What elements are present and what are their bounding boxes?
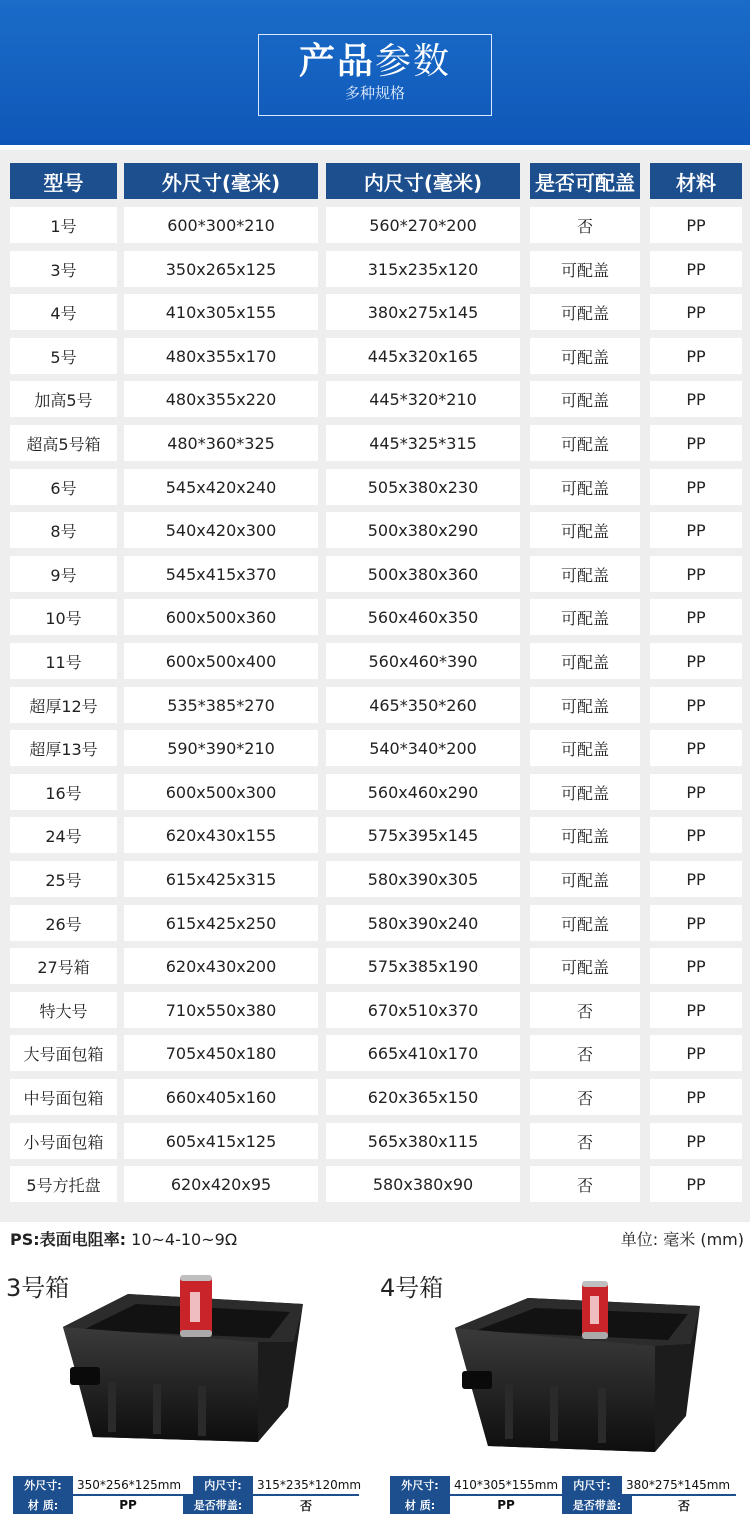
inner-size-label: 内尺寸: xyxy=(562,1476,622,1494)
table-cell-material: PP xyxy=(650,469,742,505)
table-cell-material: PP xyxy=(650,1079,742,1115)
column-header-model: 型号 xyxy=(10,163,117,199)
material-label: 材 质: xyxy=(390,1496,450,1514)
table-cell-model: 4号 xyxy=(10,294,117,330)
table-cell-model: 1号 xyxy=(10,207,117,243)
table-cell-material: PP xyxy=(650,1166,742,1202)
table-cell-model: 24号 xyxy=(10,817,117,853)
table-cell-outer-size: 600*300*210 xyxy=(124,207,318,243)
lid-value: 否 xyxy=(632,1496,736,1514)
product-title: 4号箱 xyxy=(380,1274,444,1302)
table-cell-model: 11号 xyxy=(10,643,117,679)
table-cell-outer-size: 600x500x360 xyxy=(124,599,318,635)
material-label: 材 质: xyxy=(13,1496,73,1514)
table-cell-lid: 否 xyxy=(530,1123,640,1159)
table-cell-inner-size: 575x395x145 xyxy=(326,817,520,853)
table-cell-inner-size: 445*320*210 xyxy=(326,381,520,417)
table-cell-inner-size: 560x460x290 xyxy=(326,774,520,810)
table-cell-model: 加高5号 xyxy=(10,381,117,417)
title-box xyxy=(258,34,492,116)
spec-table xyxy=(0,150,750,1222)
table-cell-model: 26号 xyxy=(10,905,117,941)
table-cell-outer-size: 410x305x155 xyxy=(124,294,318,330)
table-cell-lid: 可配盖 xyxy=(530,556,640,592)
table-cell-material: PP xyxy=(650,338,742,374)
table-cell-outer-size: 480x355x170 xyxy=(124,338,318,374)
table-cell-outer-size: 605x415x125 xyxy=(124,1123,318,1159)
table-cell-material: PP xyxy=(650,861,742,897)
table-cell-material: PP xyxy=(650,730,742,766)
table-cell-lid: 可配盖 xyxy=(530,381,640,417)
table-cell-lid: 可配盖 xyxy=(530,948,640,984)
table-cell-inner-size: 380x275x145 xyxy=(326,294,520,330)
table-cell-inner-size: 315x235x120 xyxy=(326,251,520,287)
table-cell-lid: 可配盖 xyxy=(530,687,640,723)
table-cell-outer-size: 540x420x300 xyxy=(124,512,318,548)
table-cell-material: PP xyxy=(650,425,742,461)
table-cell-lid: 可配盖 xyxy=(530,338,640,374)
table-cell-outer-size: 480x355x220 xyxy=(124,381,318,417)
table-cell-inner-size: 575x385x190 xyxy=(326,948,520,984)
table-cell-model: 超厚12号 xyxy=(10,687,117,723)
table-cell-lid: 可配盖 xyxy=(530,774,640,810)
material-value: PP xyxy=(73,1496,183,1514)
table-cell-model: 大号面包箱 xyxy=(10,1035,117,1071)
table-cell-material: PP xyxy=(650,381,742,417)
material-value: PP xyxy=(450,1496,562,1514)
table-cell-outer-size: 535*385*270 xyxy=(124,687,318,723)
table-cell-inner-size: 465*350*260 xyxy=(326,687,520,723)
table-cell-lid: 否 xyxy=(530,1079,640,1115)
table-cell-material: PP xyxy=(650,817,742,853)
table-cell-outer-size: 620x420x95 xyxy=(124,1166,318,1202)
column-header-inner-size: 内尺寸(毫米) xyxy=(326,163,520,199)
column-header-outer-size: 外尺寸(毫米) xyxy=(124,163,318,199)
table-cell-inner-size: 560x460x350 xyxy=(326,599,520,635)
spec-card-4 xyxy=(390,1476,736,1516)
table-cell-material: PP xyxy=(650,1123,742,1159)
table-cell-inner-size: 445x320x165 xyxy=(326,338,520,374)
table-cell-lid: 可配盖 xyxy=(530,599,640,635)
table-cell-lid: 可配盖 xyxy=(530,730,640,766)
table-cell-material: PP xyxy=(650,992,742,1028)
outer-size-label: 外尺寸: xyxy=(13,1476,73,1494)
table-cell-inner-size: 620x365x150 xyxy=(326,1079,520,1115)
outer-size-value: 410*305*155mm xyxy=(450,1476,562,1494)
table-cell-material: PP xyxy=(650,948,742,984)
table-cell-model: 超厚13号 xyxy=(10,730,117,766)
table-cell-outer-size: 615x425x315 xyxy=(124,861,318,897)
table-cell-model: 3号 xyxy=(10,251,117,287)
inner-size-value: 380*275*145mm xyxy=(622,1476,736,1494)
table-cell-material: PP xyxy=(650,687,742,723)
table-cell-model: 16号 xyxy=(10,774,117,810)
table-cell-lid: 可配盖 xyxy=(530,905,640,941)
resistivity-note: PS:表面电阻率: 10~4-10~9Ω xyxy=(10,1230,238,1249)
outer-size-label: 外尺寸: xyxy=(390,1476,450,1494)
table-cell-material: PP xyxy=(650,1035,742,1071)
table-cell-inner-size: 565x380x115 xyxy=(326,1123,520,1159)
table-cell-material: PP xyxy=(650,512,742,548)
table-cell-lid: 可配盖 xyxy=(530,643,640,679)
column-header-material: 材料 xyxy=(650,163,742,199)
table-cell-lid: 否 xyxy=(530,1035,640,1071)
column-header-lid: 是否可配盖 xyxy=(530,163,640,199)
table-cell-outer-size: 705x450x180 xyxy=(124,1035,318,1071)
table-cell-material: PP xyxy=(650,251,742,287)
table-cell-outer-size: 350x265x125 xyxy=(124,251,318,287)
table-cell-outer-size: 620x430x155 xyxy=(124,817,318,853)
inner-size-label: 内尺寸: xyxy=(193,1476,253,1494)
table-cell-lid: 可配盖 xyxy=(530,817,640,853)
table-cell-model: 9号 xyxy=(10,556,117,592)
table-cell-model: 25号 xyxy=(10,861,117,897)
table-cell-model: 特大号 xyxy=(10,992,117,1028)
lid-label: 是否带盖: xyxy=(562,1496,632,1514)
crate-4-image xyxy=(450,1276,705,1456)
table-cell-model: 中号面包箱 xyxy=(10,1079,117,1115)
table-cell-lid: 否 xyxy=(530,992,640,1028)
table-cell-lid: 可配盖 xyxy=(530,425,640,461)
table-cell-lid: 可配盖 xyxy=(530,251,640,287)
table-cell-outer-size: 545x415x370 xyxy=(124,556,318,592)
table-cell-outer-size: 590*390*210 xyxy=(124,730,318,766)
lid-label: 是否带盖: xyxy=(183,1496,253,1514)
table-cell-outer-size: 710x550x380 xyxy=(124,992,318,1028)
table-cell-inner-size: 580x390x240 xyxy=(326,905,520,941)
table-cell-material: PP xyxy=(650,905,742,941)
lid-value: 否 xyxy=(253,1496,359,1514)
spec-card-3 xyxy=(13,1476,362,1516)
page-title: 产品参数 xyxy=(298,41,452,82)
table-cell-model: 10号 xyxy=(10,599,117,635)
table-cell-inner-size: 580x380x90 xyxy=(326,1166,520,1202)
table-cell-material: PP xyxy=(650,774,742,810)
table-cell-inner-size: 560*270*200 xyxy=(326,207,520,243)
table-cell-inner-size: 670x510x370 xyxy=(326,992,520,1028)
table-cell-inner-size: 505x380x230 xyxy=(326,469,520,505)
table-cell-material: PP xyxy=(650,294,742,330)
table-cell-material: PP xyxy=(650,207,742,243)
table-cell-outer-size: 620x430x200 xyxy=(124,948,318,984)
table-cell-model: 5号 xyxy=(10,338,117,374)
table-cell-inner-size: 580x390x305 xyxy=(326,861,520,897)
product-title: 3号箱 xyxy=(6,1274,70,1302)
unit-note: 单位: 毫米 (mm) xyxy=(620,1230,744,1249)
table-cell-inner-size: 665x410x170 xyxy=(326,1035,520,1071)
header-banner xyxy=(0,0,750,145)
table-cell-outer-size: 545x420x240 xyxy=(124,469,318,505)
page-subtitle: 多种规格 xyxy=(344,84,405,102)
table-cell-inner-size: 540*340*200 xyxy=(326,730,520,766)
table-cell-model: 小号面包箱 xyxy=(10,1123,117,1159)
table-cell-lid: 否 xyxy=(530,1166,640,1202)
table-cell-outer-size: 660x405x160 xyxy=(124,1079,318,1115)
crate-3-image xyxy=(58,1272,308,1447)
table-cell-outer-size: 615x425x250 xyxy=(124,905,318,941)
table-cell-model: 5号方托盘 xyxy=(10,1166,117,1202)
table-cell-outer-size: 600x500x300 xyxy=(124,774,318,810)
table-cell-lid: 可配盖 xyxy=(530,512,640,548)
inner-size-value: 315*235*120mm xyxy=(253,1476,359,1494)
table-cell-inner-size: 500x380x290 xyxy=(326,512,520,548)
table-cell-model: 8号 xyxy=(10,512,117,548)
table-cell-inner-size: 500x380x360 xyxy=(326,556,520,592)
table-cell-model: 超高5号箱 xyxy=(10,425,117,461)
table-cell-lid: 可配盖 xyxy=(530,861,640,897)
table-cell-outer-size: 600x500x400 xyxy=(124,643,318,679)
table-cell-material: PP xyxy=(650,643,742,679)
table-cell-material: PP xyxy=(650,556,742,592)
table-cell-lid: 可配盖 xyxy=(530,294,640,330)
table-cell-outer-size: 480*360*325 xyxy=(124,425,318,461)
table-cell-lid: 可配盖 xyxy=(530,469,640,505)
table-cell-model: 6号 xyxy=(10,469,117,505)
table-cell-inner-size: 445*325*315 xyxy=(326,425,520,461)
table-cell-model: 27号箱 xyxy=(10,948,117,984)
table-cell-material: PP xyxy=(650,599,742,635)
outer-size-value: 350*256*125mm xyxy=(73,1476,193,1494)
table-cell-lid: 否 xyxy=(530,207,640,243)
table-cell-inner-size: 560x460*390 xyxy=(326,643,520,679)
